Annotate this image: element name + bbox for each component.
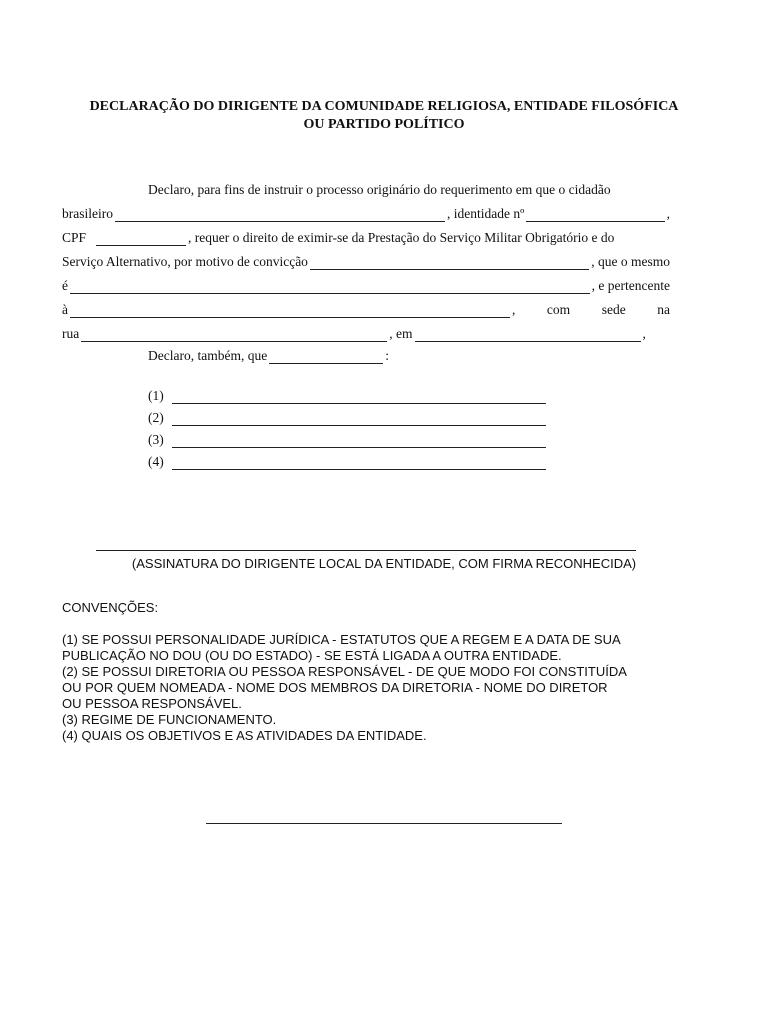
item-number: (4) (148, 454, 164, 469)
label-rua: rua (62, 326, 80, 341)
field-street[interactable] (81, 327, 387, 342)
item-number: (2) (148, 410, 164, 425)
bottom-signature-line[interactable] (206, 823, 562, 824)
label-e: é (62, 278, 68, 293)
field-item-2[interactable] (172, 411, 546, 426)
label-em: , em (389, 326, 413, 341)
conventions-heading: CONVENÇÕES: (62, 600, 159, 615)
label-a: à (62, 302, 68, 317)
convention-2c: OU PESSOA RESPONSÁVEL. (62, 696, 242, 711)
field-cpf[interactable] (96, 231, 186, 246)
convention-2b: OU POR QUEM NOMEADA - NOME DOS MEMBROS DA DIRETORIA - NOME DO DIRETOR (62, 680, 608, 695)
list-item (148, 384, 548, 404)
label-pertencente: , e pertencente (591, 278, 670, 293)
punct-comma: , (666, 206, 670, 221)
field-citizen-name[interactable] (115, 207, 445, 222)
item-number: (1) (148, 388, 164, 403)
word-na: na (657, 302, 671, 317)
field-item-1[interactable] (172, 389, 546, 404)
list-item (148, 428, 548, 448)
signature-caption: (ASSINATURA DO DIRIGENTE LOCAL DA ENTIDADE, COM FIRMA RECONHECIDA) (131, 556, 637, 571)
convention-4: (4) QUAIS OS OBJETIVOS E AS ATIVIDADES DA ENTIDADE. (62, 728, 427, 743)
word-sede: sede (601, 302, 626, 317)
field-item-3[interactable] (172, 433, 546, 448)
word-com: com (546, 302, 571, 317)
label-que-mesmo: , que o mesmo (591, 254, 670, 269)
label-cpf: CPF (62, 230, 87, 245)
convention-1a: (1) SE POSSUI PERSONALIDADE JURÍDICA - ESTATUTOS QUE A REGEM E A DATA DE SUA (62, 632, 621, 647)
convention-3: (3) REGIME DE FUNCIONAMENTO. (62, 712, 277, 727)
field-city[interactable] (415, 327, 641, 342)
para-line-1: Declaro, para fins de instruir o processo originário do requerimento em que o cidadão (148, 182, 611, 197)
convention-1b: PUBLICAÇÃO NO DOU (OU DO ESTADO) - SE ESTÁ LIGADA A OUTRA ENTIDADE. (62, 648, 562, 663)
field-entity-name[interactable] (70, 303, 510, 318)
document-title (40, 98, 728, 134)
punct-colon: : (385, 348, 389, 363)
para-line-3: , requer o direito de eximir-se da Prestação do Serviço Militar Obrigatório e do (188, 230, 615, 245)
signature-line[interactable] (96, 550, 636, 551)
convention-2a: (2) SE POSSUI DIRETORIA OU PESSOA RESPONSÁVEL - DE QUE MODO FOI CONSTITUÍDA (62, 664, 627, 679)
label-conviccao: Serviço Alternativo, por motivo de convicção (62, 254, 308, 269)
punct-comma-2: , (512, 302, 516, 317)
list-item (148, 450, 548, 470)
label-identidade: , identidade nº (446, 206, 525, 221)
field-declaro-tambem[interactable] (269, 349, 383, 364)
item-number: (3) (148, 432, 164, 447)
title-line-1: DECLARAÇÃO DO DIRIGENTE DA COMUNIDADE RELIGIOSA, ENTIDADE FILOSÓFICA (89, 99, 679, 114)
list-item (148, 406, 548, 426)
field-conviccao[interactable] (310, 255, 589, 270)
title-line-2: OU PARTIDO POLÍTICO (303, 117, 465, 132)
field-entity-type[interactable] (70, 279, 590, 294)
label-declaro-tambem: Declaro, também, que (148, 348, 268, 363)
punct-comma-3: , (642, 326, 646, 341)
field-item-4[interactable] (172, 455, 546, 470)
label-brasileiro: brasileiro (62, 206, 113, 221)
conventions-list (62, 632, 682, 744)
field-identidade[interactable] (526, 207, 664, 222)
